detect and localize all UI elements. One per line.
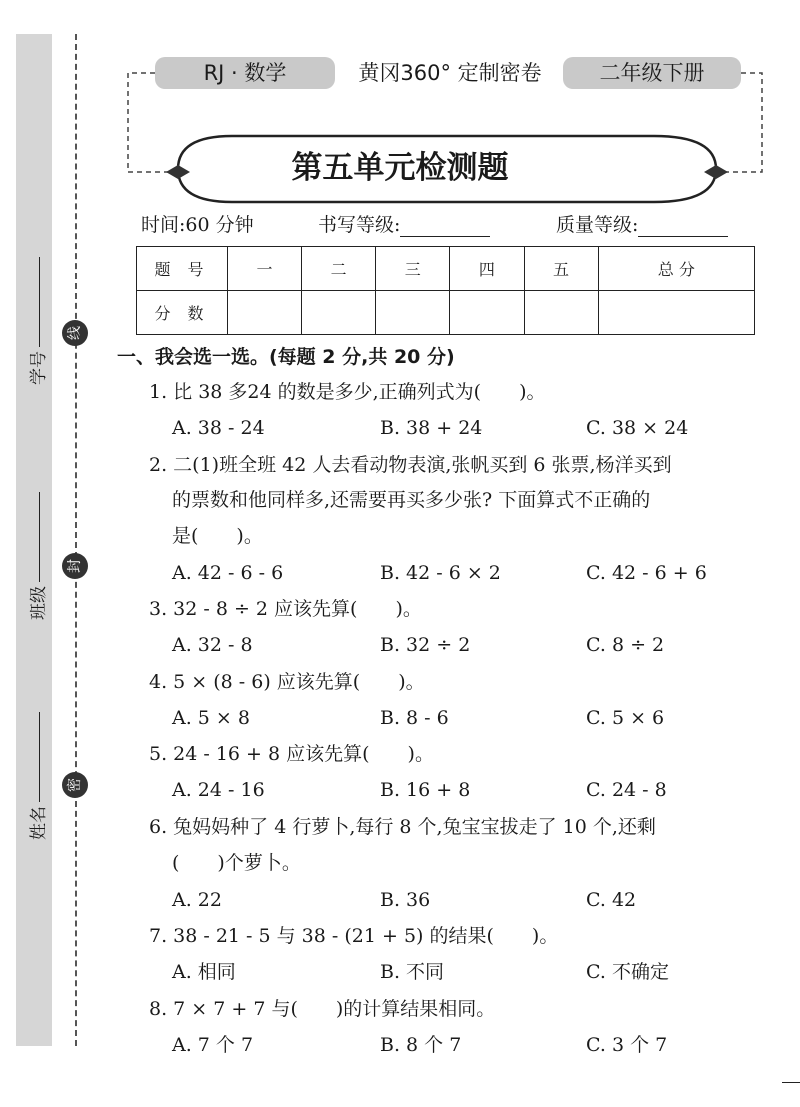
table-header-cell: 总 分 — [598, 247, 754, 291]
quality-grade-blank[interactable] — [638, 214, 728, 237]
option-2b[interactable]: B. 42 - 6 × 2 — [380, 562, 501, 584]
option-8c[interactable]: C. 3 个 7 — [586, 1034, 668, 1056]
edition-badge: RJ · 数学 — [155, 57, 335, 89]
score-cell[interactable] — [524, 291, 598, 335]
score-cell[interactable] — [376, 291, 450, 335]
page-edge-mark — [782, 1082, 800, 1083]
table-header-cell: 一 — [228, 247, 302, 291]
option-8a[interactable]: A. 7 个 7 — [172, 1034, 254, 1056]
question-8: 8. 7 × 7 + 7 与( )的计算结果相同。 — [149, 998, 496, 1020]
class-label: 班级 — [24, 492, 49, 620]
seal-feng-mark: 封 — [62, 553, 88, 579]
score-table-header-row — [137, 247, 755, 291]
quality-grade — [556, 210, 728, 237]
option-6b[interactable]: B. 36 — [380, 889, 431, 911]
option-2c[interactable]: C. 42 - 6 + 6 — [586, 562, 707, 584]
option-7a[interactable]: A. 相同 — [172, 961, 236, 983]
option-5c[interactable]: C. 24 - 8 — [586, 779, 667, 801]
score-cell[interactable] — [228, 291, 302, 335]
score-table-score-row — [137, 291, 755, 335]
question-3: 3. 32 - 8 ÷ 2 应该先算( )。 — [149, 598, 422, 620]
option-1b[interactable]: B. 38 + 24 — [380, 417, 483, 439]
question-2-line-2: 的票数和他同样多,还需要再买多少张? 下面算式不正确的 — [172, 489, 651, 511]
name-blank[interactable] — [39, 712, 40, 802]
option-8b[interactable]: B. 8 个 7 — [380, 1034, 462, 1056]
option-5b[interactable]: B. 16 + 8 — [380, 779, 471, 801]
grade-badge: 二年级下册 — [563, 57, 741, 89]
page-title: 第五单元检测题 — [291, 150, 509, 186]
option-3a[interactable]: A. 32 - 8 — [172, 634, 253, 656]
seal-mi-mark: 密 — [62, 772, 88, 798]
question-1: 1. 比 38 多24 的数是多少,正确列式为( )。 — [149, 381, 546, 403]
quality-grade-label: 质量等级: — [556, 214, 639, 236]
question-5: 5. 24 - 16 + 8 应该先算( )。 — [149, 743, 434, 765]
score-row-label: 分 数 — [137, 291, 228, 335]
option-5a[interactable]: A. 24 - 16 — [172, 779, 265, 801]
student-id-blank[interactable] — [39, 257, 40, 347]
question-6-line-2: ( )个萝卜。 — [172, 852, 301, 874]
score-cell[interactable] — [450, 291, 524, 335]
name-label: 姓名 — [24, 712, 49, 840]
writing-grade — [318, 210, 490, 237]
seal-line-mark: 线 — [62, 320, 88, 346]
option-3c[interactable]: C. 8 ÷ 2 — [586, 634, 665, 656]
class-blank[interactable] — [39, 492, 40, 582]
table-header-cell: 二 — [302, 247, 376, 291]
option-4b[interactable]: B. 8 - 6 — [380, 707, 449, 729]
option-6a[interactable]: A. 22 — [172, 889, 222, 911]
question-6: 6. 兔妈妈种了 4 行萝卜,每行 8 个,兔宝宝拔走了 10 个,还剩 — [149, 816, 656, 838]
score-cell[interactable] — [302, 291, 376, 335]
table-header-cell: 四 — [450, 247, 524, 291]
student-id-label: 学号 — [24, 257, 49, 385]
table-header-cell: 五 — [524, 247, 598, 291]
question-4: 4. 5 × (8 - 6) 应该先算( )。 — [149, 671, 425, 693]
option-7b[interactable]: B. 不同 — [380, 961, 445, 983]
option-6c[interactable]: C. 42 — [586, 889, 637, 911]
score-cell[interactable] — [598, 291, 754, 335]
option-2a[interactable]: A. 42 - 6 - 6 — [172, 562, 284, 584]
table-header-cell: 题 号 — [137, 247, 228, 291]
section-heading: 一、我会选一选。(每题 2 分,共 20 分) — [117, 346, 455, 368]
writing-grade-blank[interactable] — [400, 214, 490, 237]
option-7c[interactable]: C. 不确定 — [586, 961, 669, 983]
question-2: 2. 二(1)班全班 42 人去看动物表演,张帆买到 6 张票,杨洋买到 — [149, 454, 672, 476]
option-3b[interactable]: B. 32 ÷ 2 — [380, 634, 471, 656]
question-7: 7. 38 - 21 - 5 与 38 - (21 + 5) 的结果( )。 — [149, 925, 559, 947]
option-4a[interactable]: A. 5 × 8 — [172, 707, 250, 729]
writing-grade-label: 书写等级: — [318, 214, 401, 236]
table-header-cell: 三 — [376, 247, 450, 291]
option-4c[interactable]: C. 5 × 6 — [586, 707, 665, 729]
series-name: 黄冈360° 定制密卷 — [358, 61, 542, 85]
time-label: 时间:60 分钟 — [141, 214, 254, 236]
option-1c[interactable]: C. 38 × 24 — [586, 417, 689, 439]
score-table — [136, 246, 755, 335]
option-1a[interactable]: A. 38 - 24 — [172, 417, 265, 439]
question-2-line-3: 是( )。 — [172, 525, 263, 547]
